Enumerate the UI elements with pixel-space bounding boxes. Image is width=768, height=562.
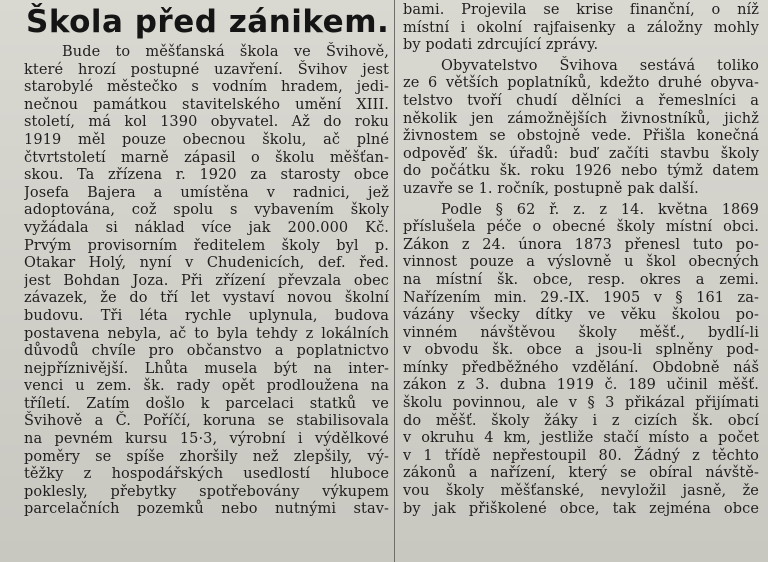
text-line: do počátku šk. roku 1926 nebo týmž datem	[403, 163, 759, 180]
text-line: Nařízením min. 29.-IX. 1905 v § 161 za-	[403, 289, 759, 306]
text-line: čtvrtstoletí marně zápasil o školu měšťan-	[24, 149, 389, 166]
text-line: živnostem se obstojně vede. Přišla konečná	[403, 128, 759, 145]
text-line: které hrozí postupné uzavření. Švihov jest	[24, 61, 389, 78]
text-line: Bude to měšťanská škola ve Švihově,	[62, 44, 389, 60]
text-line: tříletí. Zatím došlo k parcelaci statků ve	[24, 395, 389, 412]
text-line: postavena nebyla, ač to byla tehdy z lokálních	[24, 325, 389, 342]
text-line: nejpříznivější. Lhůta musela být na inter-	[24, 360, 389, 377]
text-line: parcelačních pozemků nebo nutnými stav-	[24, 501, 389, 518]
text-line: v obvodu šk. obce a jsou-li splněny pod-	[403, 342, 759, 359]
text-line: budovu. Tři léta rychle uplynula, budova	[24, 307, 389, 324]
text-line: zákon z 3. dubna 1919 č. 189 učinil měšť.	[403, 377, 759, 394]
text-line: století, má kol 1390 obyvatel. Až do roku	[24, 114, 389, 131]
text-line: vinnost pouze a výslovně u škol obecných	[403, 254, 759, 271]
text-line: Prvým provisorním ředitelem školy byl p.	[24, 237, 389, 254]
text-line: telstvo tvoří chudí dělníci a řemeslníci a	[403, 92, 759, 109]
text-line: na pevném kursu 15·3, výrobní i výdělkové	[24, 431, 389, 448]
left-column	[24, 0, 389, 562]
text-line: by jak přiškolené obce, tak zejména obce	[403, 500, 759, 517]
right-column-text	[403, 2, 759, 518]
text-line: odpověď šk. úřadů: buď začíti stavbu školy	[403, 145, 759, 162]
text-line: poměry se spíše zhoršily než zlepšily, vý-	[24, 448, 389, 465]
text-line: vyžádala si náklad více jak 200.000 Kč.	[24, 219, 389, 236]
text-line: Švihově a Č. Poříčí, koruna se stabilisovala	[24, 413, 389, 430]
text-line: uzavře se 1. ročník, postupně pak další.	[403, 180, 699, 197]
text-line: poklesly, přebytky spotřebovány výkupem	[24, 483, 389, 500]
left-column-text	[24, 44, 389, 519]
text-line: 1919 měl pouze obecnou školu, ač plné	[24, 131, 389, 148]
text-line: na místní šk. obce, resp. okres a zemi.	[403, 271, 759, 288]
text-line: těžky z hospodářských usedlostí hluboce	[24, 466, 389, 483]
text-line: vinném návštěvou školy měšť., bydlí-li	[403, 324, 759, 341]
text-line: nečnou památkou stavitelského umění XIII.	[24, 96, 389, 113]
text-line: Podle § 62 ř. z. z 14. května 1869	[441, 201, 759, 218]
text-line: jest Bohdan Joza. Při zřízení převzala obec	[24, 272, 389, 289]
text-line: skou. Ta zřízena r. 1920 za starosty obce	[24, 167, 389, 184]
text-line: zákonů a nařízení, který se obíral návště-	[403, 465, 759, 482]
text-line: příslušela péče o obecné školy místní obci.	[403, 219, 759, 236]
text-line: místní i okolní rajfaisenky a záložny mohly	[403, 19, 759, 36]
article-headline: Škola před zánikem.	[26, 4, 389, 40]
column-divider	[394, 0, 395, 562]
text-line: několik jen zámožnějších živnostníků, jichž	[403, 110, 759, 127]
text-line: starobylé městečko s vodním hradem, jedi-	[24, 79, 389, 96]
text-line: vázány všecky dítky ve věku školou po-	[403, 307, 759, 324]
text-line: v okruhu 4 km, jestliže stačí místo a počet	[403, 430, 759, 447]
text-line: by podati zdrcující zprávy.	[403, 37, 599, 54]
text-line: Josefa Bajera a umístěna v radnici, jež	[24, 184, 389, 201]
text-line: Zákon z 24. února 1873 přenesl tuto po-	[403, 236, 759, 253]
text-line: ze 6 větších poplatníků, kdežto druhé obyva-	[403, 75, 759, 92]
text-line: venci u zem. šk. rady opět prodloužena na	[24, 378, 389, 395]
right-column	[403, 0, 759, 562]
text-line: důvodů chvíle pro občanstvo a poplatnictvo	[24, 343, 389, 360]
text-line: bami. Projevila se krise finanční, o níž	[403, 2, 759, 18]
text-line: Obyvatelstvo Švihova sestává toliko	[441, 57, 759, 74]
text-line: vou školy měšťanské, nevyložil jasně, že	[403, 483, 759, 500]
text-line: školu povinnou, ale v § 3 přikázal přijímati	[403, 395, 759, 412]
text-line: v 1 třídě nepřestoupil 80. Žádný z těchto	[403, 447, 759, 464]
text-line: adoptována, což spolu s vybavením školy	[24, 202, 389, 219]
text-line: Otakar Holý, nyní v Chudenicích, def. řed.	[24, 255, 389, 272]
text-line: závazek, že do tří let vystaví novou školní	[24, 290, 389, 307]
text-line: mínky předběžného vzdělání. Obdobně náš	[403, 359, 759, 376]
text-line: do měšť. školy žáky i z cizích šk. obcí	[403, 412, 759, 429]
